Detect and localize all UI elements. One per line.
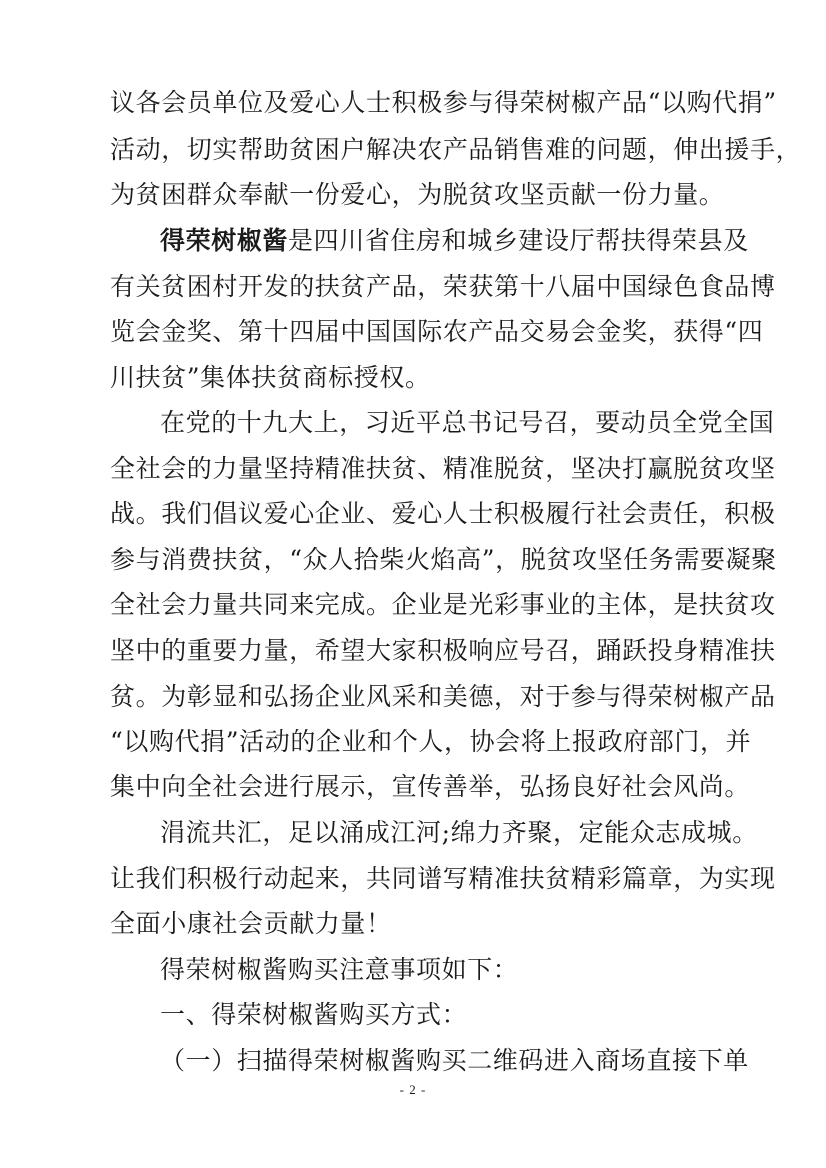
paragraph-2-line-2: 有关贫困村开发的扶贫产品，荣获第十八届中国绿色食品博 — [110, 272, 776, 301]
paragraph-4-line-3: 全面小康社会贡献力量！ — [110, 909, 392, 938]
paragraph-3-line-2: 全社会的力量坚持精准扶贫、精准脱贫，坚决打赢脱贫攻坚 — [110, 454, 776, 483]
section-heading-purchase-method: 一、得荣树椒酱购买方式： — [160, 1000, 468, 1029]
paragraph-1-line-1: 议各会员单位及爱心人士积极参与得荣树椒产品“以购代捐” — [110, 88, 777, 117]
paragraph-5-line-1: 得荣树椒酱购买注意事项如下： — [160, 955, 519, 984]
paragraph-2-line-3: 览会金奖、第十四届中国国际农产品交易会金奖，获得“四 — [110, 317, 764, 346]
paragraph-1-line-2: 活动，切实帮助贫困户解决农产品销售难的问题，伸出援手， — [110, 135, 802, 164]
paragraph-2-line-1-rest: 是四川省住房和城乡建设厅帮扶得荣县及 — [288, 226, 749, 255]
paragraph-2-line-1 — [160, 224, 770, 258]
paragraph-3-line-5: 全社会力量共同来完成。企业是光彩事业的主体，是扶贫攻 — [110, 590, 776, 619]
paragraph-3-line-9: 集中向全社会进行展示，宣传善举，弘扬良好社会风尚。 — [110, 772, 751, 801]
paragraph-3-line-3: 战。我们倡议爱心企业、爱心人士积极履行社会责任，积极 — [110, 499, 776, 528]
paragraph-3-line-6: 坚中的重要力量，希望大家积极响应号召，踊跃投身精准扶 — [110, 636, 776, 665]
paragraph-3-line-4: 参与消费扶贫，“众人拾柴火焰高”，脱贫攻坚任务需要凝聚 — [110, 545, 777, 574]
paragraph-1-line-3: 为贫困群众奉献一份爱心，为脱贫攻坚贡献一份力量。 — [110, 180, 725, 209]
page-number: - 2 - — [399, 1082, 427, 1097]
paragraph-3-line-7: 贫。为彰显和弘扬企业风采和美德，对于参与得荣树椒产品 — [110, 682, 776, 711]
product-name-bold: 得荣树椒酱 — [160, 226, 289, 255]
paragraph-2-line-4: 川扶贫”集体扶贫商标授权。 — [110, 363, 431, 392]
paragraph-3-line-8: “以购代捐”活动的企业和个人，协会将上报政府部门，并 — [110, 727, 752, 756]
paragraph-4-line-1: 涓流共汇，足以涌成江河;绵力齐聚，定能众志成城。 — [160, 818, 758, 847]
paragraph-3-line-1: 在党的十九大上，习近平总书记号召，要动员全党全国 — [160, 408, 775, 437]
subsection-item-1: （一）扫描得荣树椒酱购买二维码进入商场直接下单 — [160, 1046, 749, 1075]
paragraph-4-line-2: 让我们积极行动起来，共同谱写精准扶贫精彩篇章，为实现 — [110, 864, 776, 893]
